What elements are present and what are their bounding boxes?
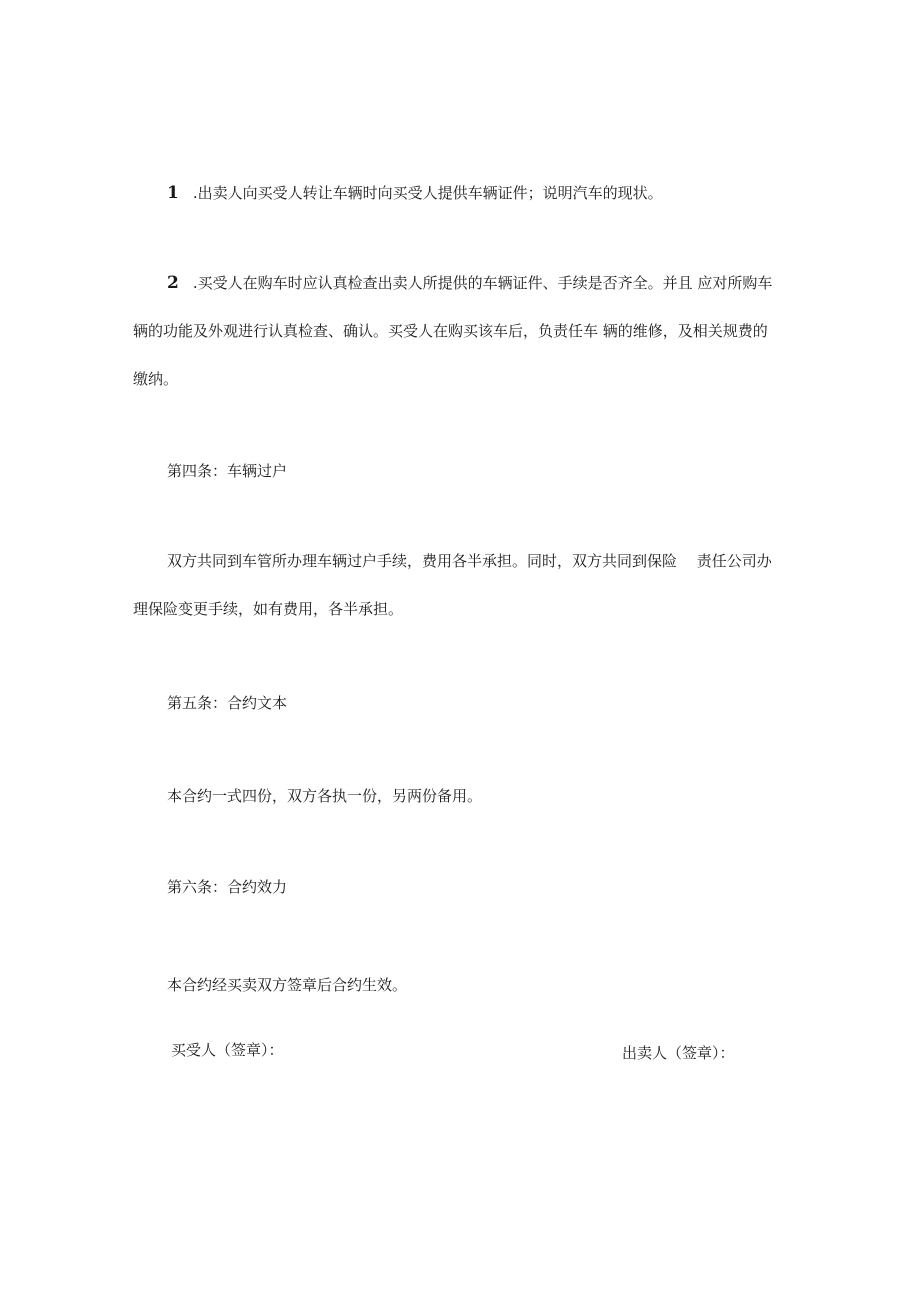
article-4-body-line-2: 理保险变更手续，如有费用，各半承担。 xyxy=(133,600,404,618)
clause-item-1-text: .出卖人向买受人转让车辆时向买受人提供车辆证件；说明汽车的现状。 xyxy=(192,184,663,202)
clause-item-1 xyxy=(167,182,663,203)
clause-item-2-line-3: 缴纳。 xyxy=(133,370,179,388)
buyer-signature-label: 买受人（签章）： xyxy=(171,1041,284,1059)
clause-item-1-number: 1 xyxy=(167,183,179,203)
article-6-body: 本合约经买卖双方签章后合约生效。 xyxy=(167,976,408,994)
clause-item-2-text-line-1: .买受人在购车时应认真检查出卖人所提供的车辆证件、手续是否齐全。并且 应对所购车 xyxy=(192,274,773,292)
clause-item-2-line-2: 辆的功能及外观进行认真检查、确认。买受人在购买该车后，负责任车 辆的维修，及相关规费的 xyxy=(133,322,768,340)
article-4-heading: 第四条：车辆过户 xyxy=(167,462,288,480)
article-4-body-line-1: 双方共同到车管所办理车辆过户手续，费用各半承担。同时，双方共同到保险 责任公司办 xyxy=(167,552,772,570)
article-6-heading: 第六条：合约效力 xyxy=(167,878,288,896)
article-5-heading: 第五条：合约文本 xyxy=(167,694,288,712)
clause-item-2-line-1 xyxy=(167,272,772,293)
article-5-body: 本合约一式四份，双方各执一份，另两份备用。 xyxy=(167,787,483,805)
seller-signature-label: 出卖人（签章）： xyxy=(622,1044,735,1062)
clause-item-2-number: 2 xyxy=(167,273,179,293)
